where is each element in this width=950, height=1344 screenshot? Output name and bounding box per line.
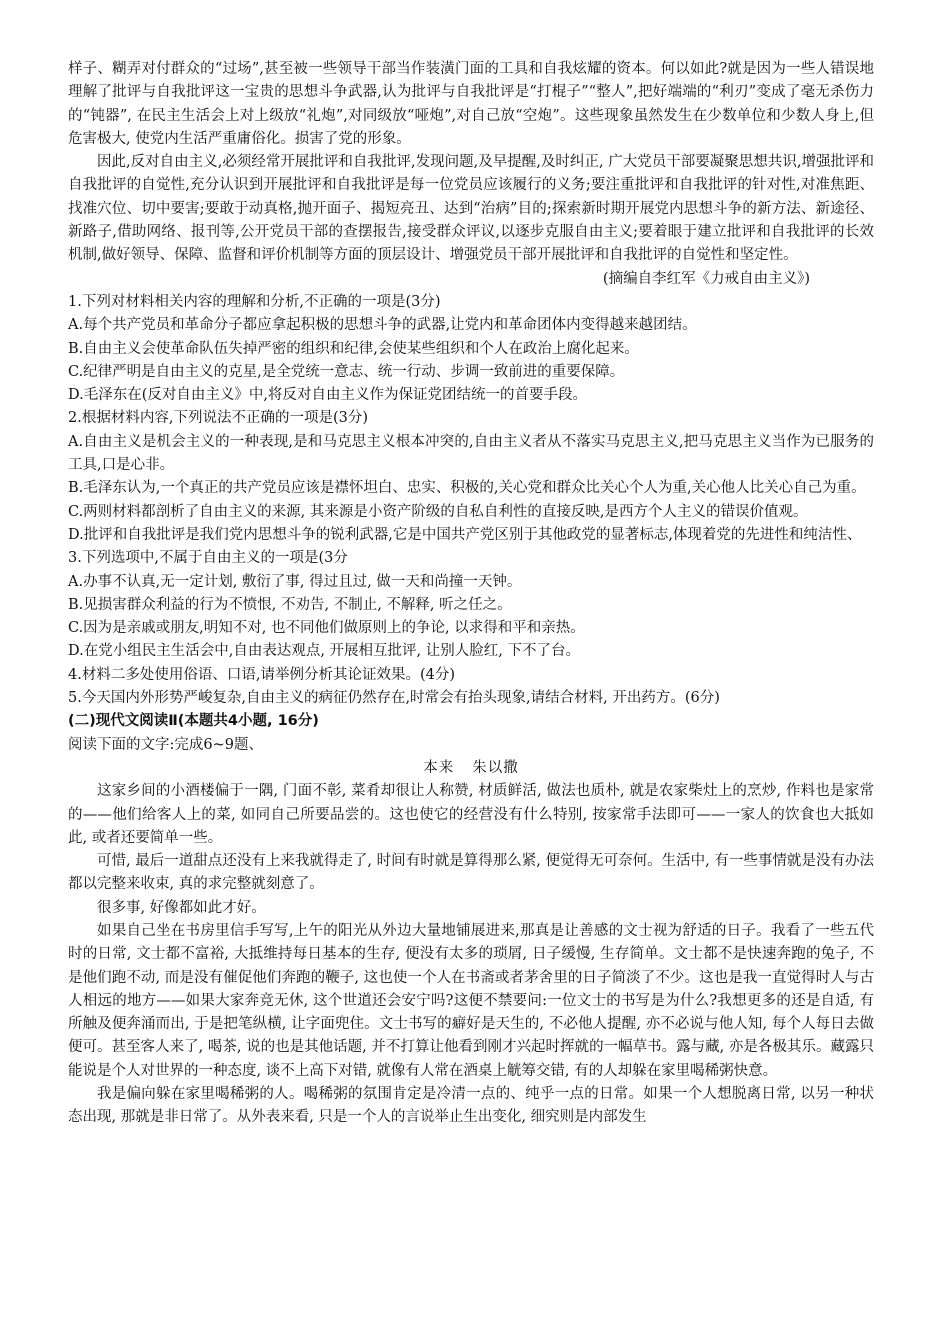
question-4: 4.材料二多处使用俗语、口语,请举例分析其论证效果。(4分) <box>68 666 455 683</box>
question-3-option-a: A.办事不认真,无一定计划, 敷衍了事, 得过且过, 做一天和尚撞一天钟。 <box>68 573 522 590</box>
question-1-option-b: B.自由主义会使革命队伍失掉严密的组织和纪律,会使某些组织和个人在政治上腐化起来。 <box>68 340 639 357</box>
question-2-option-d: D.批评和自我批评是我们党内思想斗争的锐利武器,它是中国共产党区别于其他政党的显著标志,体现着党的先进性和纯洁性、 <box>68 526 862 543</box>
question-1-option-d: D.毛泽东在(反对自由主义》中,将反对自由主义作为保证党团结统一的首要手段。 <box>68 387 587 404</box>
question-1-option-c: C.纪律严明是自由主义的克星,是全党统一意志、统一行动、步调一致前进的重要保障。 <box>68 363 625 380</box>
essay-paragraph-5: 我是偏向躲在家里喝稀粥的人。喝稀粥的氛围肯定是冷清一点的、纯乎一点的日常。如果一个人想脱离日常, 以另一种状态出现, 那就是非日常了。从外表来看, 只是一个人的言说举止生出变化, 细究则是内部发生 <box>68 1086 874 1126</box>
question-5: 5.今天国内外形势严峻复杂,自由主义的病征仍然存在,时常会有抬头现象,请结合材料, 开出药方。(6分) <box>68 690 720 707</box>
essay-author: 朱以撒 <box>472 759 519 776</box>
essay-paragraph-1: 这家乡间的小酒楼偏于一隅, 门面不彰, 菜肴却很让人称赞, 材质鲜活, 做法也质朴, 就是农家柴灶上的烹炒, 作料也是家常的——他们给客人上的菜, 如同自己所要品尝的。这也使它的经营没有什么特别, 按家常手法即可——一家人的饮食也大抵如此, 或者还要简单一些。 <box>68 783 874 846</box>
question-1-option-a: A.每个共产党员和革命分子都应拿起积极的思想斗争的武器,让党内和革命团体内变得越来越团结。 <box>68 317 697 334</box>
essay-title: 本来 <box>423 759 455 776</box>
section-2-title: (二)现代文阅读Ⅱ(本题共4小题, 16分) <box>68 713 319 730</box>
question-3-option-c: C.因为是亲戚或朋友,明知不对, 也不同他们做原则上的争论, 以求得和平和亲热。 <box>68 620 585 637</box>
essay-paragraph-3: 很多事, 好像都如此才好。 <box>97 899 266 916</box>
section-2-instruction: 阅读下面的文字:完成6~9题、 <box>68 736 263 753</box>
question-1-stem: 1.下列对材料相关内容的理解和分析,不正确的一项是(3分) <box>68 293 441 310</box>
essay-paragraph-4: 如果自己坐在书房里信手写写,上午的阳光从外边大量地铺展进来,那真是让善感的文士视为舒适的日子。我看了一些五代时的日常, 文士都不富裕, 大抵维持每日基本的生存, 便没有太多的琐屑, 日子缓慢, 生存简单。文士都不是快速奔跑的兔子, 不是他们跑不动, 而是没有催促他们奔跑的鞭子, 这也使一个人在书斋或者茅舍里的日子简淡了不少。这也是我一直觉得时人与古人相远的地方——如果大家奔竞无休, 这个世道还会安宁吗?这便不禁要问:一位文士的书写是为什么?我想更多的还是自适, 有所触及便奔涌而出, 于是把笔纵横, 让字面兜住。文士书写的癖好是天生的, 不必他人提醒, 亦不必说与他人知, 每个人每日去做便可。甚至客人来了, 喝茶, 说的也是其他话题, 并不打算让他看到刚才兴起时挥就的一幅草书。露与藏, 亦是各极其乐。藏露只能说是个人对世界的一种态度, 谈不上高下对错, 就像有人常在酒桌上觥筹交错, 有的人却躲在家里喝稀粥快意。 <box>68 922 874 1079</box>
question-2-option-b: B.毛泽东认为,一个真正的共产党员应该是襟怀坦白、忠实、积极的,关心党和群众比关心个人为重,关心他人比关心自己为重。 <box>68 480 866 497</box>
passage1-attribution: (摘编自李红军《力戒自由主义》) <box>602 270 810 287</box>
passage1-paragraph-continued: 样子、糊弄对付群众的“过场”,甚至被一些领导干部当作装潢门面的工具和自我炫耀的资本。何以如此?就是因为一些人错误地理解了批评与自我批评这一宝贵的思想斗争武器,认为批评与自我批评是“打棍子”“整人”,把好端端的“利刃”变成了毫无杀伤力的“钝器”, 在民主生活会上对上级放“礼炮”,对同级放“哑炮”,对自己放“空炮”。这些现象虽然发生在少数单位和少数人身上,但危害极大, 使党内生活严重庸俗化。损害了党的形象。 <box>68 61 874 147</box>
passage1-paragraph-conclusion: 因此,反对自由主义,必须经常开展批评和自我批评,发现问题,及早提醒,及时纠正, 广大党员干部要凝聚思想共识,增强批评和自我批评的自觉性,充分认识到开展批评和自我批评是每一位党员应该履行的义务;要注重批评和自我批评的针对性,对准焦距、找准穴位、切中要害;要敢于动真格,抛开面子、揭短亮丑、达到“治病”目的;探索新时期开展党内思想斗争的新方法、新途径、新路子,借助网络、报刊等,公开党员干部的查摆报告,接受群众评议,以逐步克服自由主义;要着眼于建立批评和自我批评的长效机制,做好领导、保障、监督和评价机制等方面的顶层设计、增强党员干部开展批评和自我批评的自觉性和坚定性。 <box>68 154 874 264</box>
question-2-option-c: C.两则材料都剖析了自由主义的来源, 其来源是小资产阶级的自私自利性的直接反映,是西方个人主义的错误价值观。 <box>68 503 808 520</box>
question-2-stem: 2.根据材料内容,下列说法不正确的一项是(3分) <box>68 410 368 427</box>
essay-heading <box>68 757 874 780</box>
question-3-stem: 3.下列选项中,不属于自由主义的一项是(3分 <box>68 550 348 567</box>
question-3-option-b: B.见损害群众利益的行为不愤恨, 不劝告, 不制止, 不解释, 听之任之。 <box>68 596 512 613</box>
question-3-option-d: D.在党小组民主生活会中,自由表达观点, 开展相互批评, 让别人脸红, 下不了台。 <box>68 643 580 660</box>
question-2-option-a: A.自由主义是机会主义的一种表现,是和马克思主义根本冲突的,自由主义者从不落实马克思主义,把马克思主义当作为已服务的工具,口是心非。 <box>68 433 874 474</box>
essay-paragraph-2: 可惜, 最后一道甜点还没有上来我就得走了, 时间有时就是算得那么紧, 便觉得无可奈何。生活中, 有一些事情就是没有办法都以完整来收束, 真的求完整就刻意了。 <box>68 853 874 893</box>
page-content <box>68 58 874 1130</box>
